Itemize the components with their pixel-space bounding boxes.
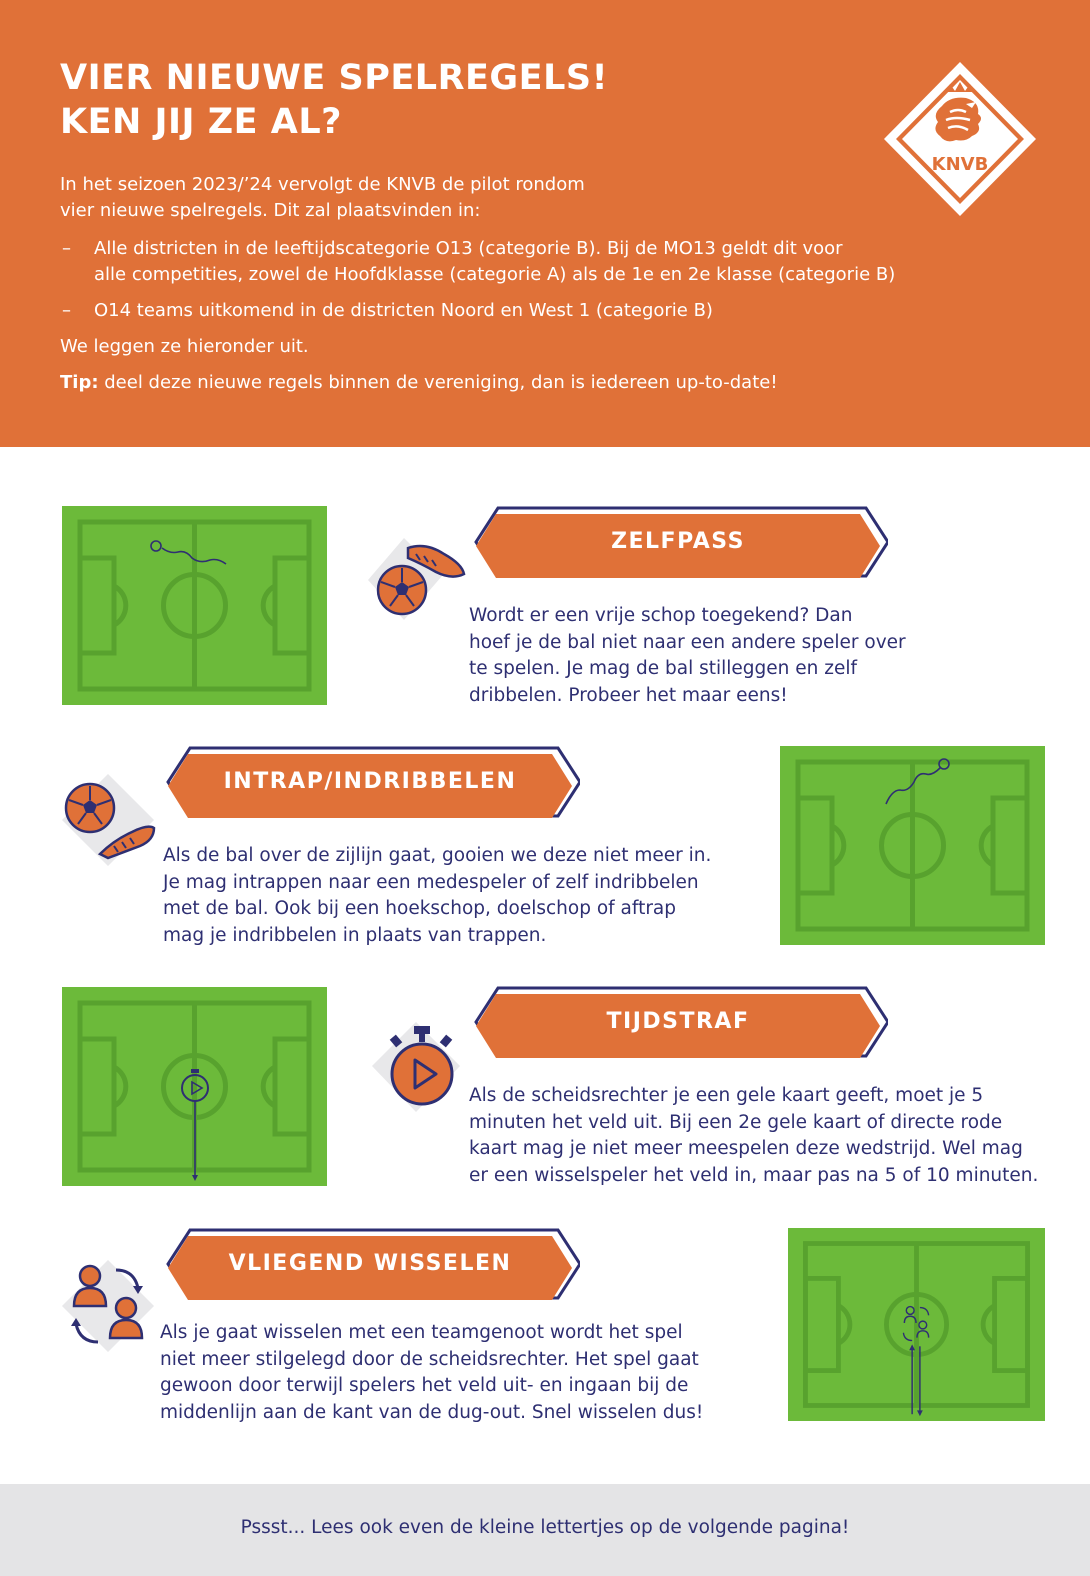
pitch-illustration-intrap — [780, 746, 1045, 945]
tip-label: Tip: — [60, 372, 99, 393]
pitch-illustration-vliegend-wisselen — [788, 1228, 1045, 1421]
rule-title: TIJDSTRAF — [606, 1009, 750, 1034]
text-line: Als de scheidsrechter je een gele kaart geeft, moet je 5 — [469, 1085, 984, 1106]
bullet-item-2 — [60, 298, 980, 324]
tip-text — [60, 370, 980, 396]
rule-description-zelfpass — [469, 603, 969, 709]
rule-banner-vliegend-wisselen — [160, 1228, 580, 1302]
text-line: Als de bal over de zijlijn gaat, gooien we deze niet meer in. — [163, 845, 712, 866]
bullet-1-line-1: Alle districten in de leeftijdscategorie O13 (categorie B). Bij de MO13 geldt dit voor — [94, 238, 843, 259]
tip-body: deel deze nieuwe regels binnen de vereniging, dan is iedereen up-to-date! — [98, 372, 778, 393]
title-line-2: KEN JIJ ZE AL? — [60, 102, 342, 142]
text-line: hoef je de bal niet naar een andere speler over — [469, 631, 906, 653]
text-line: kaart mag je niet meer meespelen deze wedstrijd. Wel mag — [469, 1138, 1023, 1159]
intro-paragraph — [60, 172, 980, 224]
rule-title: INTRAP/INDRIBBELEN — [223, 769, 517, 794]
pitch-illustration-zelfpass — [62, 506, 327, 705]
bullet-1-line-2: alle competities, zowel de Hoofdklasse (categorie A) als de 1e en 2e klasse (categorie B) — [94, 264, 896, 285]
ball-and-boot-icon — [58, 770, 162, 874]
footer-bar — [0, 1484, 1090, 1576]
rule-description-tijdstraf — [469, 1083, 1069, 1189]
intro-line-1: In het seizoen 2023/’24 vervolgt de KNVB de pilot rondom — [60, 174, 585, 195]
text-line: met de bal. Ook bij een hoekschop, doelschop of aftrap — [163, 898, 677, 919]
text-line: mag je indribbelen in plaats van trappen. — [163, 924, 547, 946]
rule-title: VLIEGEND WISSELEN — [228, 1251, 512, 1276]
stopwatch-icon — [370, 1016, 470, 1120]
pitch-illustration-tijdstraf — [62, 987, 327, 1186]
ball-and-boot-icon — [366, 530, 468, 636]
rule-description-vliegend-wisselen — [160, 1320, 775, 1426]
bullet-item-1 — [60, 236, 980, 288]
logo-text: KNVB — [931, 154, 989, 175]
text-line: niet meer stilgelegd door de scheidsrechter. Het spel gaat — [160, 1348, 699, 1370]
page-title — [60, 56, 608, 144]
rule-title: ZELFPASS — [611, 529, 745, 554]
rule-banner-tijdstraf — [468, 986, 888, 1060]
substitution-icon — [58, 1256, 160, 1360]
intro-section — [60, 172, 980, 406]
text-line: Wordt er een vrije schop toegekend? Dan — [469, 605, 853, 626]
bullet-2-line-1: O14 teams uitkomend in de districten Noord en West 1 (categorie B) — [94, 300, 713, 321]
text-line: middenlijn aan de kant van de dug-out. Snel wisselen dus! — [160, 1401, 704, 1423]
header-banner — [0, 0, 1090, 447]
rule-banner-zelfpass — [468, 506, 888, 580]
bullet-dash: – — [62, 238, 71, 259]
rule-banner-intrap — [160, 746, 580, 820]
footer-text: Pssst... Lees ook even de kleine lettertjes op de volgende pagina! — [240, 1517, 850, 1538]
text-line: dribbelen. Probeer het maar eens! — [469, 684, 788, 706]
bullet-dash: – — [62, 300, 71, 321]
text-line: er een wisselspeler het veld in, maar pas na 5 of 10 minuten. — [469, 1164, 1039, 1186]
text-line: minuten het veld uit. Bij een 2e gele kaart of directe rode — [469, 1111, 1003, 1133]
text-line: Als je gaat wisselen met een teamgenoot wordt het spel — [160, 1322, 683, 1343]
text-line: gewoon door terwijl spelers het veld uit- en ingaan bij de — [160, 1375, 689, 1396]
rule-description-intrap — [163, 843, 773, 949]
intro-line-2: vier nieuwe spelregels. Dit zal plaatsvinden in: — [60, 200, 481, 221]
text-line: Je mag intrappen naar een medespeler of zelf indribbelen — [163, 871, 699, 893]
explain-text: We leggen ze hieronder uit. — [60, 336, 309, 357]
text-line: te spelen. Je mag de bal stilleggen en zelf — [469, 658, 857, 679]
title-line-1: VIER NIEUWE SPELREGELS! — [60, 58, 609, 98]
